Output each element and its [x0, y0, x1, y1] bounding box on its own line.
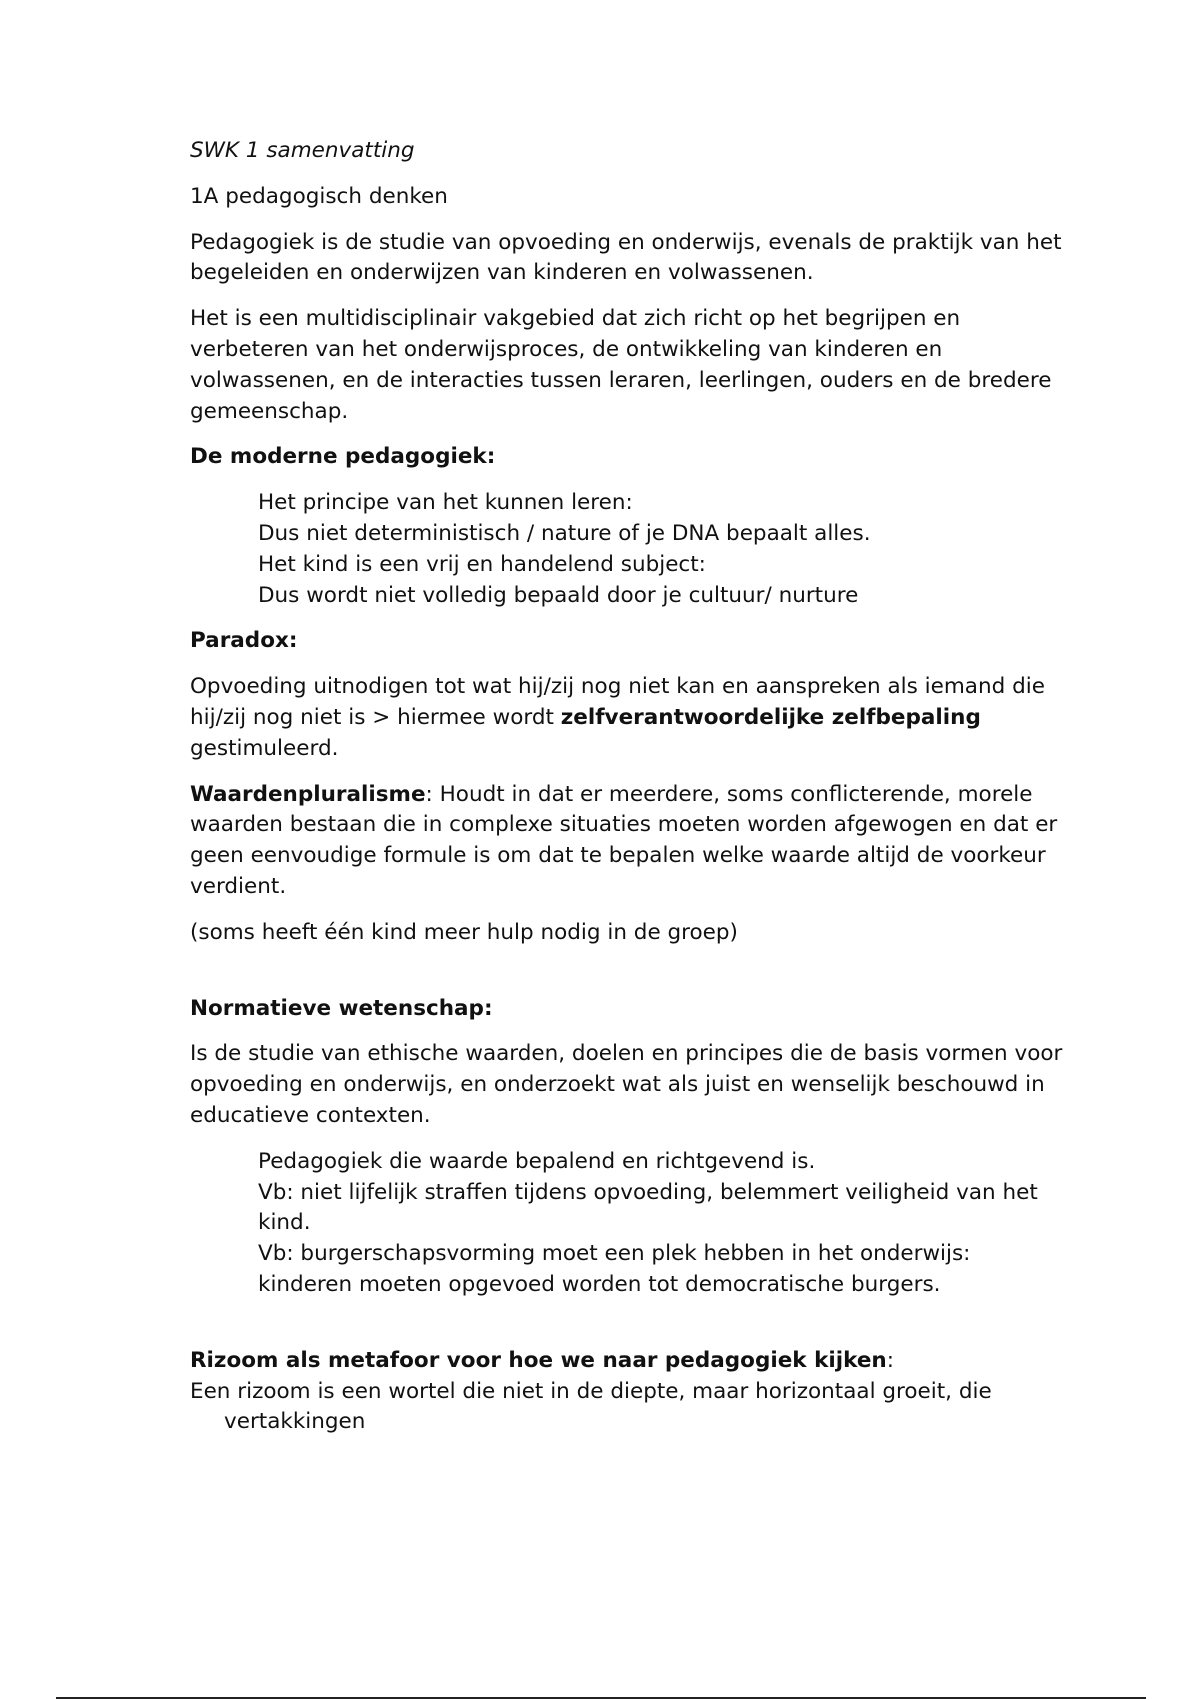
- modern-line: Dus niet deterministisch / nature of je DNA bepaalt alles.: [258, 520, 871, 546]
- pluralism-paragraph: [190, 780, 1070, 903]
- rhizome-heading-text: Rizoom als metafoor voor hoe we naar pedagogiek kijken: [190, 1347, 887, 1373]
- document-title: SWK 1 samenvatting: [190, 138, 415, 163]
- paradox-text-before: Opvoeding uitnodigen tot wat hij/zij nog niet kan en aanspreken als iemand die hij/zij nog niet is > hiermee wordt: [190, 674, 1045, 730]
- normative-heading: Normatieve wetenschap:: [190, 995, 493, 1021]
- intro-paragraph-2: Het is een multidisciplinair vakgebied dat zich richt op het begrijpen en verbeteren van het onderwijsproces, de ontwikkeling van kinderen en volwassenen, en de interacties tussen leraren, leerlingen, ouders en de bredere gemeenschap.: [190, 306, 1052, 424]
- document-body: [190, 136, 1070, 1438]
- pluralism-term: Waardenpluralisme: [190, 781, 426, 807]
- rhizome-heading-colon: :: [886, 1347, 894, 1373]
- modern-pedagogy-heading: De moderne pedagogiek:: [190, 444, 496, 470]
- modern-line: Dus wordt niet volledig bepaald door je cultuur/ nurture: [258, 582, 859, 608]
- pluralism-example: (soms heeft één kind meer hulp nodig in de groep): [190, 919, 738, 945]
- intro-paragraph-1: Pedagogiek is de studie van opvoeding en onderwijs, evenals de praktijk van het begeleiden en onderwijzen van kinderen en volwassenen.: [190, 229, 1062, 286]
- normative-line: Vb: burgerschapsvorming moet een plek hebben in het onderwijs: kinderen moeten opgevoed worden tot democratische burgers.: [258, 1241, 971, 1297]
- section-heading: 1A pedagogisch denken: [190, 183, 448, 209]
- paradox-paragraph: [190, 672, 1070, 764]
- paradox-bold-term: zelfverantwoordelijke zelfbepaling: [560, 704, 981, 730]
- footer-divider: [56, 1697, 1146, 1699]
- rhizome-heading: [190, 1346, 1070, 1377]
- modern-line: Het kind is een vrij en handelend subject:: [258, 551, 706, 577]
- modern-line: Het principe van het kunnen leren:: [258, 490, 633, 516]
- normative-list: [258, 1147, 1070, 1301]
- spacer: [190, 964, 1070, 994]
- rhizome-paragraph: Een rizoom is een wortel die niet in de diepte, maar horizontaal groeit, die vertakkingen: [190, 1378, 992, 1435]
- paradox-heading: Paradox:: [190, 628, 298, 654]
- paradox-text-after: gestimuleerd.: [190, 735, 339, 761]
- modern-pedagogy-list: [258, 488, 1070, 611]
- spacer: [190, 1316, 1070, 1346]
- normative-line: Pedagogiek die waarde bepalend en richtgevend is.: [258, 1148, 816, 1174]
- normative-line: Vb: niet lijfelijk straffen tijdens opvoeding, belemmert veiligheid van het kind.: [258, 1179, 1038, 1236]
- normative-paragraph: Is de studie van ethische waarden, doelen en principes die de basis vormen voor opvoeding en onderwijs, en onderzoekt wat als juist en wenselijk beschouwd in educatieve contexten.: [190, 1041, 1063, 1128]
- pluralism-definition: : Houdt in dat er meerdere, soms conflicterende, morele waarden bestaan die in complexe situaties moeten worden afgewogen en dat er geen eenvoudige formule is om dat te bepalen welke waarde altijd de voorkeur verdient.: [190, 781, 1058, 899]
